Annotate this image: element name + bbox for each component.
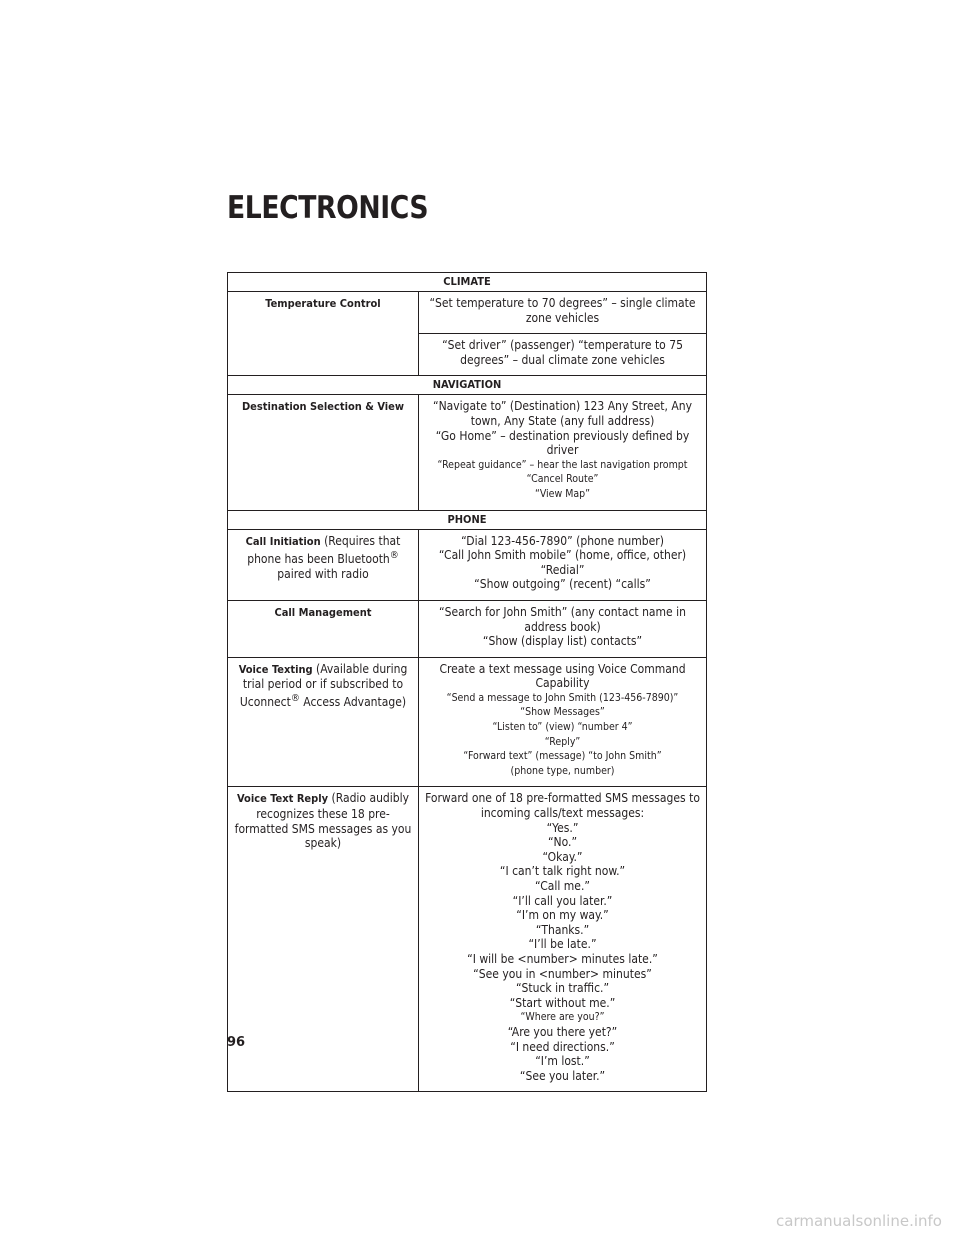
command-line: “Navigate to” (Destination) 123 Any Street, Any town, Any State (any full address): [433, 399, 692, 428]
registered-mark: ®: [290, 692, 300, 704]
command-line: “No.”: [547, 835, 578, 850]
command-line: “I’m lost.”: [535, 1054, 590, 1069]
command-line: “Redial”: [540, 562, 585, 577]
command-line: “Thanks.”: [535, 922, 590, 937]
call-initiation-label-text: (Requires that phone has been Bluetooth: [247, 533, 401, 567]
temperature-row-1: [228, 292, 707, 334]
call-management-commands: [419, 600, 707, 657]
temperature-control-label: [228, 292, 419, 376]
command-line: “I’ll call you later.”: [512, 893, 613, 908]
voice-texting-label: [228, 657, 419, 787]
command-line: “Stuck in traffic.”: [515, 981, 610, 996]
command-line: “I’ll be late.”: [528, 937, 597, 952]
voice-text-reply-label-text: (Radio audibly recognizes these 18 pre-formatted SMS messages as you speak): [234, 791, 412, 851]
call-initiation-label-bold: Call Initiation: [245, 534, 321, 548]
command-line: “Cancel Route”: [526, 473, 599, 486]
climate-header: CLIMATE: [228, 273, 707, 292]
call-management-label-text: Call Management: [274, 605, 372, 619]
command-line: “Dial 123-456-7890” (phone number): [461, 533, 664, 548]
voice-text-reply-commands: [419, 787, 707, 1092]
temperature-control-label-text: Temperature Control: [265, 297, 381, 310]
command-line: “Reply”: [544, 735, 581, 748]
call-initiation-row: [228, 529, 707, 600]
temperature-command-single: [419, 292, 707, 334]
call-initiation-label-text-2: paired with radio: [277, 566, 369, 581]
registered-mark: ®: [389, 550, 399, 562]
command-line: “Search for John Smith” (any contact name in address book): [439, 604, 686, 634]
command-line: “See you in <number> minutes”: [473, 966, 652, 981]
command-line: Forward one of 18 pre-formatted SMS messages to incoming calls/text messages:: [425, 791, 700, 821]
voice-texting-label-text: (Available during trial period or if subscribed to Uconnect: [239, 661, 408, 709]
call-initiation-label: [228, 529, 419, 600]
command-line: “Where are you?”: [520, 1011, 605, 1024]
voice-text-reply-label: [228, 787, 419, 1092]
navigation-header-row: [228, 376, 707, 395]
command-line: “Show outgoing” (recent) “calls”: [474, 577, 651, 592]
command-text: “Set driver” (passenger) “temperature to 75 degrees” – dual climate zone vehicles: [442, 338, 683, 367]
command-line: “Yes.”: [546, 820, 579, 835]
navigation-commands: [419, 395, 707, 510]
command-line: “View Map”: [534, 487, 591, 500]
voice-texting-row: [228, 657, 707, 787]
page-number: 96: [227, 1035, 246, 1050]
command-line: (phone type, number): [510, 764, 615, 777]
command-line: “Go Home” – destination previously defined by driver: [435, 428, 690, 458]
destination-label: [228, 395, 419, 510]
voice-text-reply-label-bold: Voice Text Reply: [236, 792, 329, 806]
temperature-command-dual: [419, 334, 707, 376]
command-line: “Show Messages”: [520, 706, 605, 719]
phone-header-row: [228, 510, 707, 529]
command-line: “Listen to” (view) “number 4”: [492, 721, 633, 734]
command-line: “I will be <number> minutes late.”: [467, 951, 658, 966]
command-line: “I’m on my way.”: [516, 908, 609, 923]
command-line: Create a text message using Voice Command Capability: [439, 661, 686, 691]
command-line: “See you later.”: [519, 1068, 606, 1083]
section-title: ELECTRONICS: [227, 190, 429, 226]
climate-header-row: [228, 273, 707, 292]
voice-texting-label-bold: Voice Texting: [238, 662, 313, 676]
navigation-row: [228, 395, 707, 510]
command-line: “I can’t talk right now.”: [499, 864, 626, 879]
command-line: “Forward text” (message) “to John Smith”: [463, 750, 662, 763]
voice-texting-label-text-2: Access Advantage): [299, 694, 407, 709]
command-line: “Show (display list) contacts”: [482, 634, 643, 649]
command-line: “Call me.”: [535, 879, 590, 893]
command-line: “Start without me.”: [509, 995, 616, 1010]
call-management-label: [228, 600, 419, 657]
command-line: “Repeat guidance” – hear the last navigation prompt: [437, 458, 688, 471]
call-initiation-commands: [419, 529, 707, 600]
command-line: “Call John Smith mobile” (home, office, other): [438, 548, 687, 563]
command-line: “Are you there yet?”: [507, 1024, 618, 1039]
destination-label-text: Destination Selection & View: [241, 400, 405, 414]
voice-texting-commands: [419, 657, 707, 787]
command-line: “I need directions.”: [510, 1039, 615, 1054]
command-text: “Set temperature to 70 degrees” – single climate zone vehicles: [429, 296, 696, 325]
voice-commands-table: [227, 272, 707, 1092]
voice-text-reply-row: [228, 787, 707, 1092]
navigation-header: NAVIGATION: [228, 376, 707, 395]
phone-header: PHONE: [228, 510, 707, 529]
call-management-row: [228, 600, 707, 657]
watermark: carmanualsonline.info: [776, 1212, 942, 1230]
command-line: “Okay.”: [542, 849, 583, 864]
command-line: “Send a message to John Smith (123-456-7890)”: [446, 691, 679, 704]
